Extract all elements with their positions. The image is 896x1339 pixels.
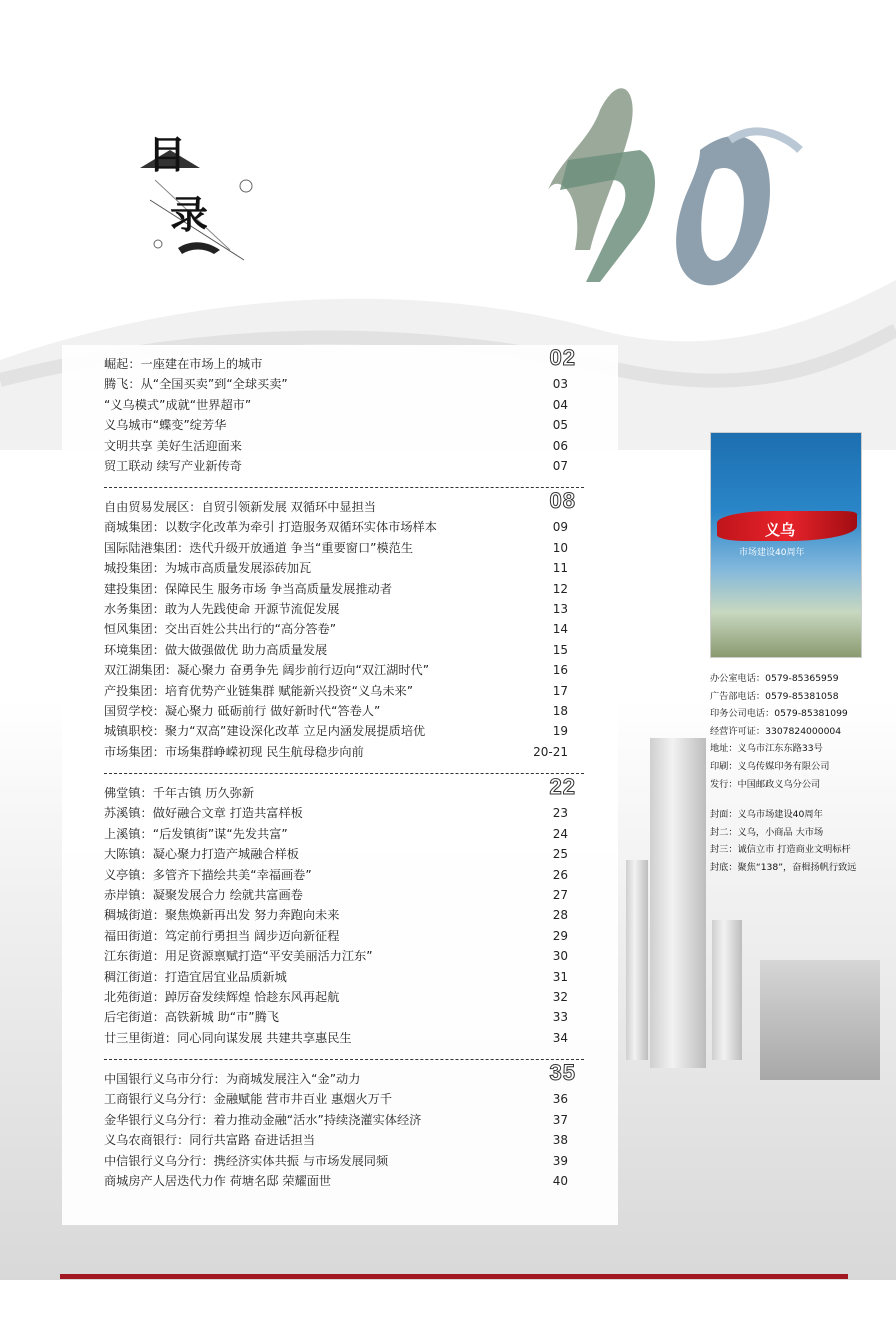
toc-item[interactable] [104, 599, 580, 619]
building-image [712, 920, 742, 1060]
contact-line: 发行：中国邮政义乌分公司 [710, 778, 821, 790]
toc-item-page: 29 [552, 928, 568, 943]
toc-item-title: 自由贸易发展区：自贸引领新发展 双循环中显担当 [104, 500, 376, 514]
toc-item-title: 市场集团：市场集群峥嵘初现 民生航母稳步向前 [104, 744, 364, 759]
fish-icon [178, 242, 220, 254]
toc-item-title: 产投集团：培育优势产业链集群 赋能新兴投资“义乌未来” [104, 683, 414, 698]
toc-item-page: 18 [552, 703, 568, 718]
toc-item-title: 贸工联动 续写产业新传奇 [104, 458, 242, 473]
toc-item-title: “义乌模式”成就“世界超市” [104, 397, 252, 412]
contact-info [710, 670, 890, 793]
toc-item[interactable] [104, 1007, 580, 1027]
toc-item-page: 15 [552, 642, 568, 657]
toc-item-page: 32 [552, 989, 568, 1004]
toc-item[interactable] [104, 1171, 580, 1191]
toc-section-page: 22 [549, 774, 576, 799]
toc-item[interactable] [104, 967, 580, 987]
toc-item[interactable] [104, 456, 580, 476]
flower-icon [240, 180, 252, 192]
toc-item[interactable] [104, 701, 580, 721]
header-art [0, 0, 896, 320]
toc-item-title: 城投集团：为城市高质量发展添砖加瓦 [104, 561, 312, 576]
toc-item-page: 24 [552, 826, 568, 841]
toc-item[interactable] [104, 865, 580, 885]
mulu-title-top: 目 [148, 132, 187, 177]
toc-item-page: 23 [552, 806, 568, 821]
toc-item-page: 05 [552, 418, 568, 433]
toc-item-page: 34 [552, 1030, 568, 1045]
toc-item[interactable] [104, 558, 580, 578]
toc-item-page: 27 [552, 887, 568, 902]
toc-item[interactable] [104, 395, 580, 415]
toc-item-title: 商城集团：以数字化改革为牵引 打造服务双循环实体市场样本 [104, 520, 437, 535]
toc-section-4 [104, 1060, 580, 1191]
toc-item-title: 稠江街道：打造宜居宜业品质新城 [104, 969, 287, 984]
toc-item-title: 佛堂镇：千年古镇 历久弥新 [104, 786, 255, 800]
toc-section-1 [104, 345, 580, 476]
toc-item[interactable] [104, 538, 580, 558]
section-divider [104, 1059, 584, 1060]
toc-item-title: 水务集团：敢为人先践使命 开源节流促发展 [104, 601, 340, 616]
toc-item[interactable] [104, 579, 580, 599]
toc-item-page: 10 [552, 540, 568, 555]
toc-item-page: 12 [552, 581, 568, 596]
toc-item-title: 中信银行义乌分行：携经济实体共振 与市场发展同频 [104, 1153, 389, 1168]
contact-line: 印刷：义乌传媒印务有限公司 [710, 760, 830, 772]
cover-thumbnail[interactable] [710, 432, 862, 658]
toc-item-page: 07 [552, 458, 568, 473]
cover-info-line: 封底：聚焦“138”，奋楫扬帆行致远 [710, 861, 857, 873]
toc-item-title: 环境集团：做大做强做优 助力高质量发展 [104, 642, 328, 657]
toc-item-page: 20-21 [533, 744, 568, 759]
toc-item-page: 13 [552, 601, 568, 616]
toc-item[interactable] [104, 946, 580, 966]
toc-item-title: 金华银行义乌分行：着力推动金融“活水”持续浇灌实体经济 [104, 1112, 422, 1127]
toc-item-title: 双江湖集团：凝心聚力 奋勇争先 阔步前行迈向“双江湖时代” [104, 663, 430, 678]
toc-item[interactable] [104, 1130, 580, 1150]
toc-section-2 [104, 488, 580, 762]
bottom-accent-bar [60, 1274, 848, 1279]
flower-icon [154, 240, 162, 248]
toc-item-title: 稠城街道：聚焦焕新再出发 努力奔跑向未来 [104, 908, 340, 923]
toc-section-head[interactable] [104, 774, 580, 803]
toc-item-title: 江东街道：用足资源禀赋打造“平安美丽活力江东” [104, 949, 373, 964]
toc-item-title: 恒风集团：交出百姓公共出行的“高分答卷” [104, 622, 337, 637]
toc-item-page: 19 [552, 724, 568, 739]
toc-item-page: 14 [552, 622, 568, 637]
cover-info [710, 806, 890, 876]
toc-item-page: 09 [552, 520, 568, 535]
toc-item-title: 国贸学校：凝心聚力 砥砺前行 做好新时代“答卷人” [104, 703, 381, 718]
toc-section-3 [104, 774, 580, 1048]
toc-item-title: 义乌城市“蝶变”绽芳华 [104, 418, 227, 433]
toc-item-title: 后宅街道：高铁新城 助“市”腾飞 [104, 1010, 279, 1025]
toc-item-title: 上溪镇：“后发镇街”谋“先发共富” [104, 826, 288, 841]
toc-item[interactable] [104, 1110, 580, 1130]
toc-item-title: 大陈镇：凝心聚力打造产城融合样板 [104, 847, 299, 862]
toc-section-head[interactable] [104, 488, 580, 517]
cover-info-line: 封面：义乌市场建设40周年 [710, 809, 823, 820]
cover-title: 义乌 [765, 521, 796, 539]
section-divider [104, 773, 584, 774]
toc-item-page: 36 [552, 1092, 568, 1107]
toc-item-title: 义乌农商银行：同行共富路 奋进话担当 [104, 1133, 316, 1148]
toc-item-page: 06 [552, 438, 568, 453]
toc-item-page: 11 [552, 561, 568, 576]
toc-item-title: 文明共享 美好生活迎面来 [104, 438, 242, 453]
toc-item[interactable] [104, 926, 580, 946]
toc-item[interactable] [104, 1089, 580, 1109]
toc-item-title: 赤岸镇：凝聚发展合力 绘就共富画卷 [104, 887, 303, 902]
toc-item-page: 16 [552, 663, 568, 678]
toc-item[interactable] [104, 721, 580, 741]
toc-item-title: 腾飞：从“全国买卖”到“全球买卖” [104, 377, 288, 392]
toc-section-head[interactable] [104, 1060, 580, 1089]
toc-item-title: 崛起：一座建在市场上的城市 [104, 357, 263, 371]
toc-item[interactable] [104, 824, 580, 844]
toc-item[interactable] [104, 1151, 580, 1171]
toc-section-page: 08 [549, 488, 576, 513]
toc-item[interactable] [104, 517, 580, 537]
toc-item-page: 31 [552, 969, 568, 984]
toc-item-title: 义亭镇：多管齐下描绘共美“幸福画卷” [104, 867, 312, 882]
toc-item-page: 28 [552, 908, 568, 923]
building-image [760, 960, 880, 1080]
contact-line: 印务公司电话：0579-85381099 [710, 708, 848, 720]
skyscraper-image [650, 738, 706, 1068]
toc-item[interactable] [104, 374, 580, 394]
toc-item-page: 33 [552, 1010, 568, 1025]
toc-section-head[interactable] [104, 345, 580, 374]
cover-info-line: 封三：诚信立市 打造商业文明标杆 [710, 844, 851, 856]
section-divider [104, 487, 584, 488]
toc-item-page: 03 [552, 377, 568, 392]
toc-item[interactable] [104, 660, 580, 680]
toc-item-title: 国际陆港集团：迭代升级开放通道 争当“重要窗口”模范生 [104, 540, 414, 555]
toc-item-title: 廿三里街道：同心同向谋发展 共建共享惠民生 [104, 1030, 352, 1045]
toc-item[interactable] [104, 436, 580, 456]
toc-item-title: 商城房产人居迭代力作 荷塘名邸 荣耀面世 [104, 1173, 332, 1188]
toc-item-page: 37 [552, 1112, 568, 1127]
toc-item[interactable] [104, 1028, 580, 1048]
toc-item[interactable] [104, 987, 580, 1007]
toc-section-page: 35 [549, 1060, 576, 1085]
toc-item[interactable] [104, 640, 580, 660]
building-image [626, 860, 648, 1060]
toc-item-title: 苏溪镇：做好融合文章 打造共富样板 [104, 806, 303, 821]
toc-item[interactable] [104, 844, 580, 864]
toc-item[interactable] [104, 905, 580, 925]
contact-line: 经营许可证：3307824000004 [710, 725, 842, 737]
toc-item[interactable] [104, 681, 580, 701]
contact-line: 办公室电话：0579-85365959 [710, 673, 839, 684]
toc-item-title: 中国银行义乌市分行：为商城发展注入“金”动力 [104, 1072, 361, 1086]
toc-section-page: 02 [549, 345, 576, 370]
toc-item-page: 38 [552, 1133, 568, 1148]
toc-item-title: 工商银行义乌分行：金融赋能 营市井百业 惠烟火万千 [104, 1092, 393, 1107]
toc-item-page: 26 [552, 867, 568, 882]
toc-item-page: 40 [552, 1173, 568, 1188]
toc-item-page: 04 [552, 397, 568, 412]
toc-item-page: 17 [552, 683, 568, 698]
toc-item[interactable] [104, 885, 580, 905]
toc-item-page: 39 [552, 1153, 568, 1168]
toc-item-title: 福田街道：笃定前行勇担当 阔步迈向新征程 [104, 928, 340, 943]
toc-item[interactable] [104, 803, 580, 823]
cover-subtitle: 市场建设40周年 [739, 548, 805, 558]
toc-item[interactable] [104, 742, 580, 762]
mulu-title-bottom: 录 [170, 192, 209, 237]
toc-item[interactable] [104, 619, 580, 639]
contact-line: 地址：义乌市江东东路33号 [710, 743, 823, 755]
cover-info-line: 封二：义乌，小商品 大市场 [710, 826, 824, 838]
contact-line: 广告部电话：0579-85381058 [710, 690, 839, 702]
toc-item-title: 城镇职校：聚力“双高”建设深化改革 立足内涵发展提质培优 [104, 724, 426, 739]
toc-item-page: 25 [552, 847, 568, 862]
toc-item[interactable] [104, 415, 580, 435]
toc-item-page: 30 [552, 949, 568, 964]
toc-item-title: 北苑街道：踔厉奋发续辉煌 恰趁东风再起航 [104, 989, 340, 1004]
toc-item-title: 建投集团：保障民生 服务市场 争当高质量发展推动者 [104, 581, 393, 596]
